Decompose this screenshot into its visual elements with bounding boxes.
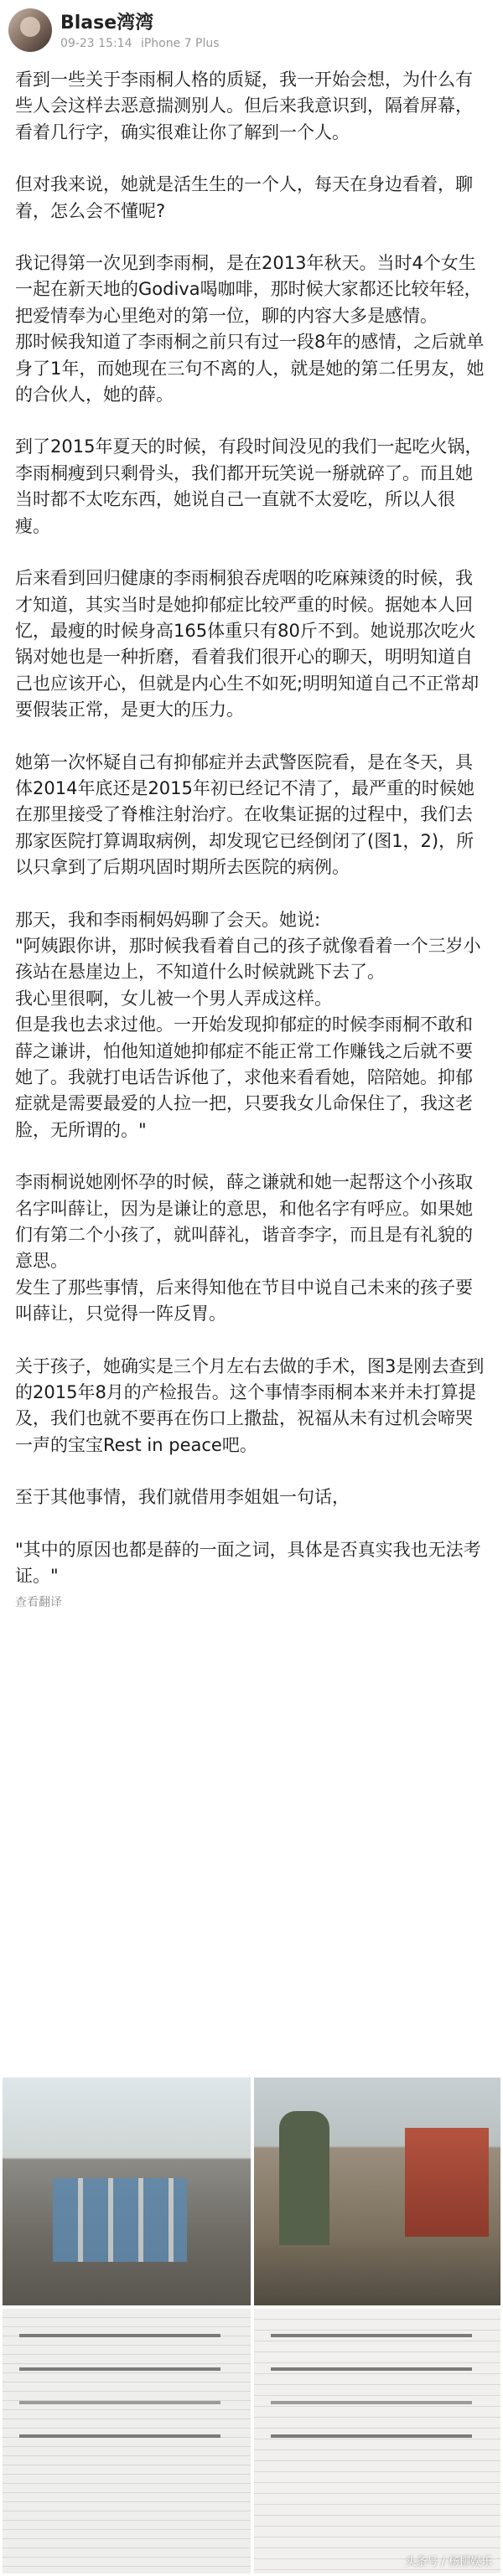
post-time: 09-23 15:14 — [60, 37, 132, 50]
medical-document-photo[interactable] — [3, 2309, 251, 2573]
building-entrance-photo[interactable] — [3, 2078, 251, 2305]
post-body — [15, 67, 490, 1610]
street-photo[interactable] — [254, 2078, 500, 2305]
paragraph-1: 看到一些关于李雨桐人格的质疑，我一开始会想，为什么有些人会这样去恶意揣测别人。但后来我意识到，隔着屏幕，看着几行字，确实很难让你了解到一个人。 — [15, 70, 473, 142]
paragraph-10: 至于其他事情，我们就借用李姐姐一句话， — [15, 1487, 350, 1508]
post-meta — [60, 37, 225, 50]
paragraph-8: 李雨桐说她刚怀孕的时候，薛之谦就和她一起帮这个小孩取名字叫薛让，因为是谦让的意思，和他名字有呼应。如果她们有第二个小孩了，就叫薛礼，谐音李字，而且是有礼貌的意思。 发生了那些事情，后来得知他在节目中说自己未来的孩子要叫薛让，只觉得一阵反胃。 — [15, 1172, 473, 1324]
paragraph-11: "其中的原因也都是薛的一面之词，具体是否真实我也无法考证。" — [15, 1539, 481, 1587]
translate-link[interactable]: 查看翻译 — [15, 1595, 62, 1609]
avatar[interactable] — [8, 8, 52, 52]
paragraph-7: 那天，我和李雨桐妈妈聊了会天。她说: "阿姨跟你讲，那时候我看着自己的孩子就像看着一个三岁小孩站在悬崖边上，不知道什么时候就跳下去了。 我心里很啊，女儿被一个男人弄成这样。 但是我也去求过他。一开始发现抑郁症的时候李雨桐不敢和薛之谦讲，怕他知道她抑郁症不能正常工作赚钱之后就不要她了。我就打电话告诉他了，求他来看看她，陪陪她。抑郁症就是需要最爱的人拉一把，只要我女儿命保住了，我这老脸，无所谓的。" — [15, 909, 481, 1140]
post-device: iPhone 7 Plus — [140, 37, 220, 50]
paragraph-4: 到了2015年夏天的时候，有段时间没见的我们一起吃火锅，李雨桐瘦到只剩骨头，我们都开玩笑说一掰就碎了。而且她当时都不太吃东西，她说自己一直就不太爱吃，所以人很瘦。 — [15, 436, 483, 536]
paragraph-5: 后来看到回归健康的李雨桐狼吞虎咽的吃麻辣烫的时候，我才知道，其实当时是她抑郁症比较严重的时候。据她本人回忆，最瘦的时候身高165体重只有80斤不到。她说那次吃火锅对她也是一种折磨，看着我们很开心的聊天，明明知道自己也应该开心，但就是内心生不如死;明明知道自己不正常却要假装正常，是更大的压力。 — [15, 568, 480, 720]
paragraph-2: 但对我来说，她就是活生生的一个人，每天在身边看着，聊着，怎么会不懂呢? — [15, 174, 473, 221]
image-grid — [3, 2078, 500, 2573]
paragraph-6: 她第一次怀疑自己有抑郁症并去武警医院看，是在冬天，具体2014年底还是2015年初已经记不清了，最严重的时候她在那里接受了脊椎注射治疗。在收集证据的过程中，我们去那家医院打算调取病例，却发现它已经倒闭了(图1，2)，所以只拿到了后期巩固时期所去医院的病例。 — [15, 751, 474, 878]
medical-report-photo[interactable] — [254, 2309, 500, 2573]
paragraph-9: 关于孩子，她确实是三个月左右去做的手术，图3是刚去查到的2015年8月的产检报告。这个事情李雨桐本来并未打算提及，我们也就不要再在伤口上撒盐，祝福从未有过机会啼哭一声的宝宝Rest in peace吧。 — [15, 1355, 485, 1455]
username[interactable]: Blase湾湾 — [60, 13, 154, 34]
watermark: 头条号 / 杨柳娱乐 — [405, 2556, 492, 2568]
post-header — [0, 0, 503, 60]
paragraph-3: 我记得第一次见到李雨桐，是在2013年秋天。当时4个女生一起在新天地的Godiva喝咖啡，那时候大家都还比较年轻，把爱情奉为心里绝对的第一位，聊的内容大多是感情。 那时候我知道了李雨桐之前只有过一段8年的感情，之后就单身了1年，而她现在三句不离的人，就是她的第二任男友，她的合伙人，她的薛。 — [15, 253, 485, 405]
